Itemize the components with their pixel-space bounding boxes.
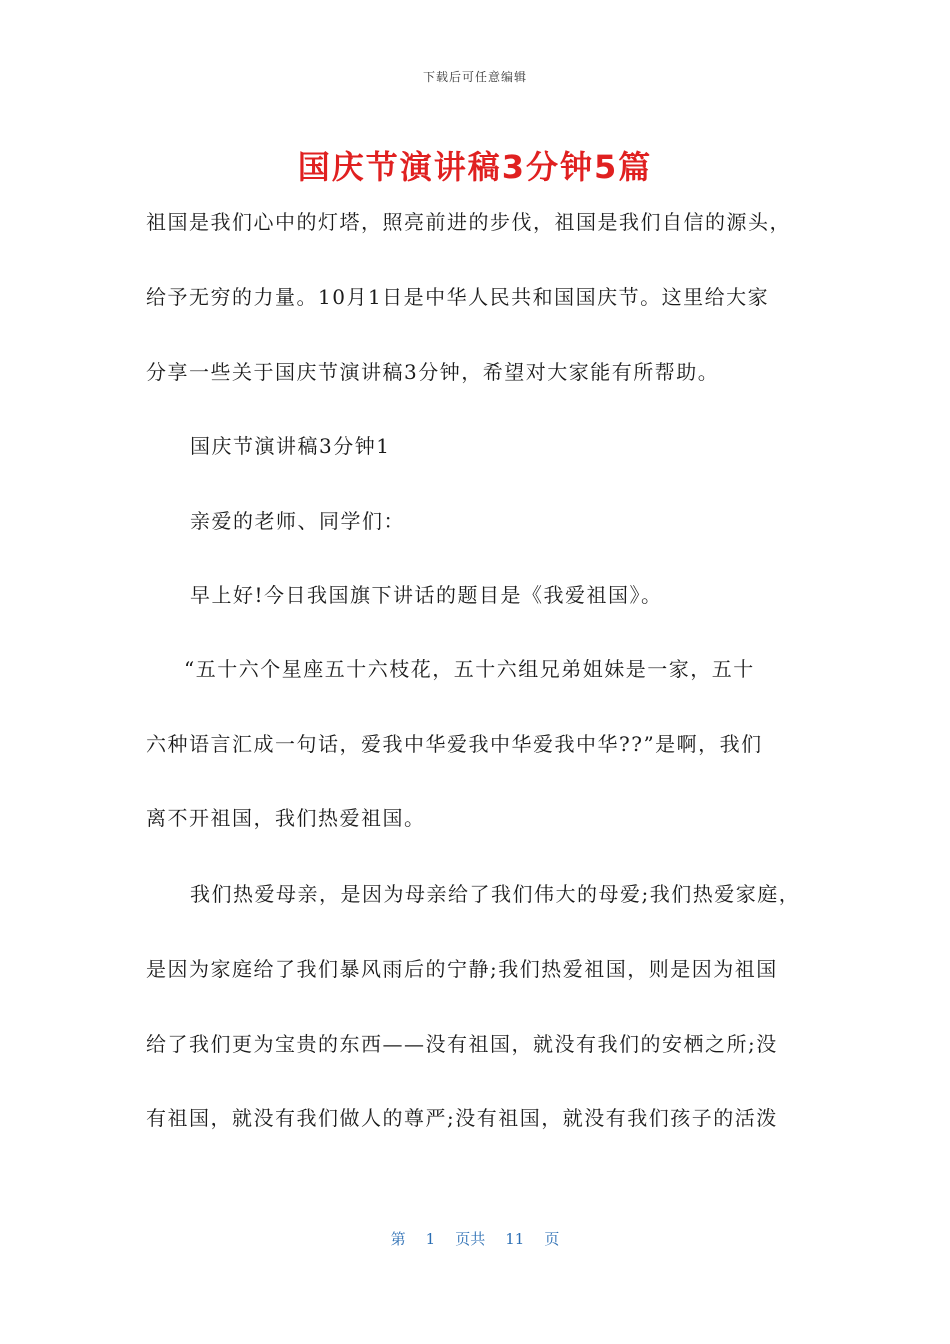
paragraph-line: 给予无穷的力量。10月1日是中华人民共和国国庆节。这里给大家 <box>146 285 770 309</box>
page-current: 1 <box>425 1230 436 1248</box>
page-mid: 页共 <box>455 1230 486 1248</box>
section-heading: 国庆节演讲稿3分钟1 <box>190 434 391 458</box>
page-footer <box>0 1228 950 1249</box>
paragraph-line: 是因为家庭给了我们暴风雨后的宁静;我们热爱祖国，则是因为祖国 <box>146 957 778 981</box>
page-prefix: 第 <box>390 1230 406 1248</box>
paragraph-line: 祖国是我们心中的灯塔，照亮前进的步伐，祖国是我们自信的源头， <box>146 210 791 234</box>
paragraph-line: 离不开祖国，我们热爱祖国。 <box>146 806 426 830</box>
paragraph-line: 有祖国，就没有我们做人的尊严;没有祖国，就没有我们孩子的活泼 <box>146 1106 778 1130</box>
page-suffix: 页 <box>544 1230 560 1248</box>
paragraph-line: 给了我们更为宝贵的东西——没有祖国，就没有我们的安栖之所;没 <box>146 1032 778 1056</box>
paragraph-line: 分享一些关于国庆节演讲稿3分钟，希望对大家能有所帮助。 <box>146 360 720 384</box>
paragraph-line: 早上好!今日我国旗下讲话的题目是《我爱祖国》。 <box>190 583 663 607</box>
salutation: 亲爱的老师、同学们： <box>190 509 405 533</box>
header-note: 下载后可任意编辑 <box>422 70 527 84</box>
paragraph-line: 我们热爱母亲，是因为母亲给了我们伟大的母爱;我们热爱家庭， <box>190 882 801 906</box>
paragraph-line: “五十六个星座五十六枝花，五十六组兄弟姐妹是一家，五十 <box>184 657 755 681</box>
page-total: 11 <box>505 1230 525 1248</box>
paragraph-line: 六种语言汇成一句话，爱我中华爱我中华爱我中华??”是啊，我们 <box>146 732 763 756</box>
document-title: 国庆节演讲稿3分钟5篇 <box>297 148 653 186</box>
